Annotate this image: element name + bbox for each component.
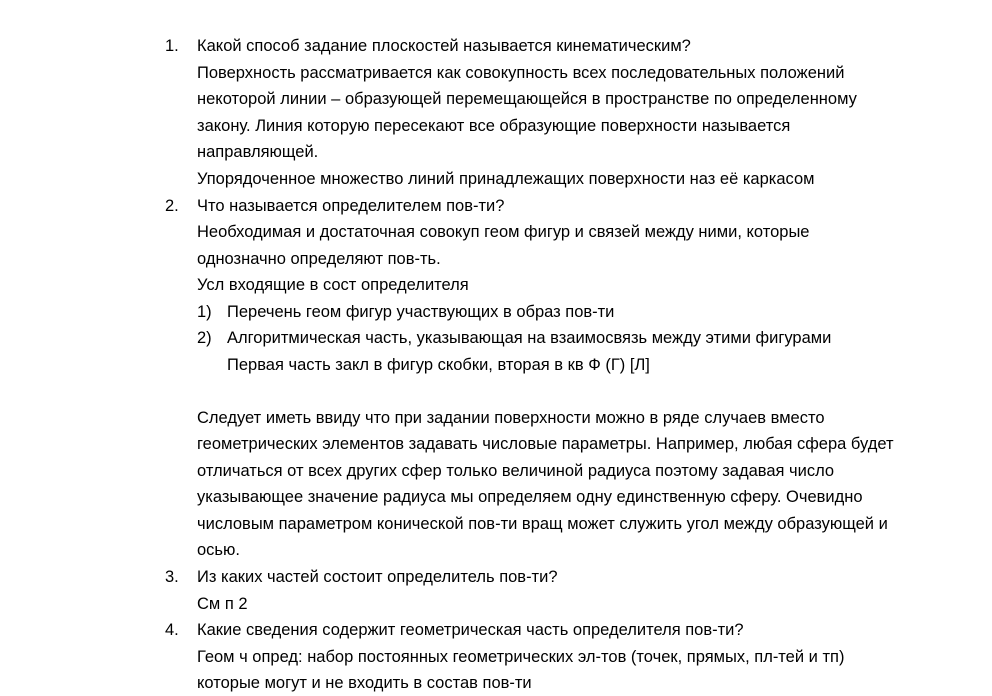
item-1-answer-line: Поверхность рассматривается как совокупность всех последовательных положений <box>197 64 845 82</box>
item-2-number: 2. <box>165 197 179 215</box>
item-2-question: Что называется определителем пов-ти? <box>197 197 505 215</box>
item-1-number: 1. <box>165 37 179 55</box>
subitem-2-number: 2) <box>197 329 212 347</box>
paragraph-line: числовым параметром конической пов-ти вращ может служить угол между образующей и <box>197 515 888 533</box>
paragraph-line: осью. <box>197 541 240 559</box>
item-2-answer-line: Усл входящие в сост определителя <box>197 276 469 294</box>
item-2-answer-line: Необходимая и достаточная совокуп геом фигур и связей между ними, которые <box>197 223 810 241</box>
paragraph-line: отличаться от всех других сфер только величиной радиуса поэтому задавая число <box>197 462 835 480</box>
item-1-question: Какой способ задание плоскостей называется кинематическим? <box>197 37 691 55</box>
item-4-question: Какие сведения содержит геометрическая часть определителя пов-ти? <box>197 621 744 639</box>
paragraph-line: Следует иметь ввиду что при задании поверхности можно в ряде случаев вместо <box>197 409 825 427</box>
item-4-number: 4. <box>165 621 179 639</box>
item-3-answer-line: См п 2 <box>197 595 248 613</box>
item-1-answer-line: некоторой линии – образующей перемещающейся в пространстве по определенному <box>197 90 857 108</box>
paragraph-line: указывающее значение радиуса мы определяем одну единственную сферу. Очевидно <box>197 488 863 506</box>
subitem-continuation: Первая часть закл в фигур скобки, вторая в кв Ф (Г) [Л] <box>227 356 650 374</box>
item-1-answer-line: направляющей. <box>197 143 319 161</box>
item-4-answer-line: Геом ч опред: набор постоянных геометрических эл-тов (точек, прямых, пл-тей и тп) <box>197 648 845 666</box>
item-3-number: 3. <box>165 568 179 586</box>
subitem-1-number: 1) <box>197 303 212 321</box>
item-4-answer-line: которые могут и не входить в состав пов-ти <box>197 674 532 692</box>
item-1-answer-line: закону. Линия которую пересекают все образующие поверхности называется <box>197 117 791 135</box>
paragraph-line: геометрических элементов задавать числовые параметры. Например, любая сфера будет <box>197 435 894 453</box>
subitem-2-text: Алгоритмическая часть, указывающая на взаимосвязь между этими фигурами <box>227 329 832 347</box>
item-1-answer-line: Упорядоченное множество линий принадлежащих поверхности наз её каркасом <box>197 170 815 188</box>
item-2-answer-line: однозначно определяют пов-ть. <box>197 250 441 268</box>
item-3-question: Из каких частей состоит определитель пов-ти? <box>197 568 558 586</box>
subitem-1-text: Перечень геом фигур участвующих в образ пов-ти <box>227 303 615 321</box>
